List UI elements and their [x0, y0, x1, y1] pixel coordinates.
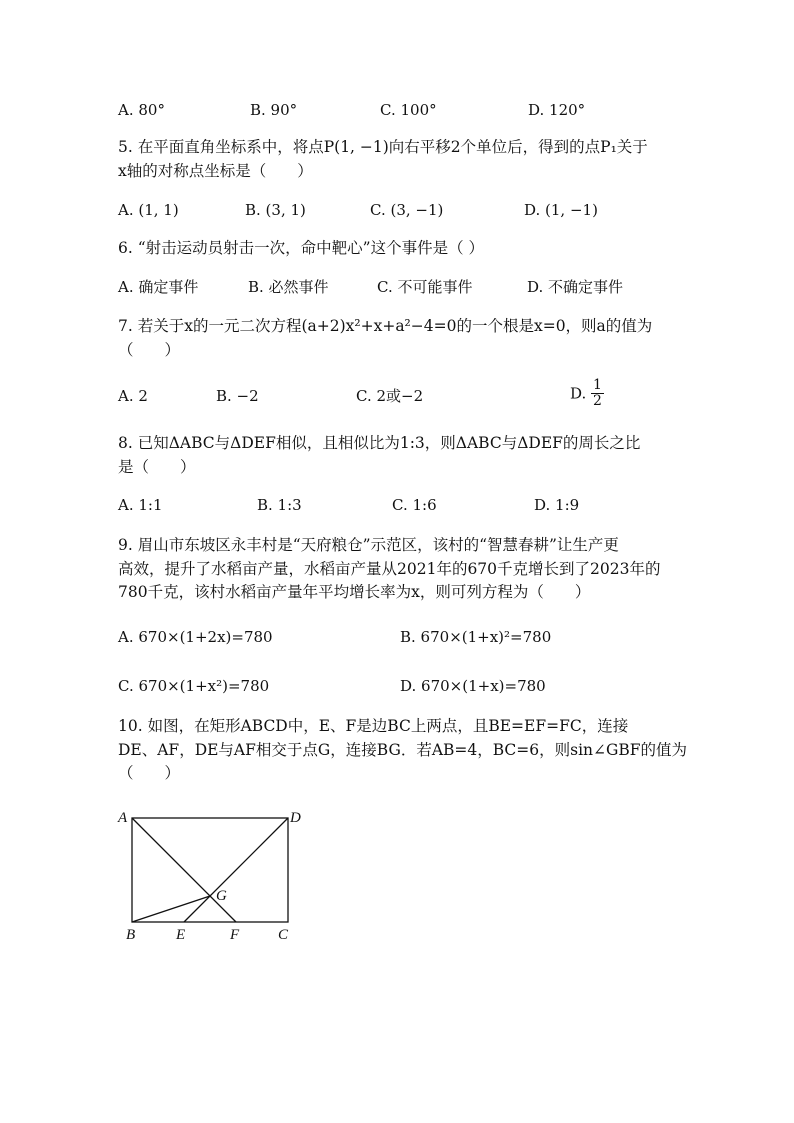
q5-stem-line-1: 5. 在平面直角坐标系中，将点P(1, −1)向右平移2个单位后，得到的点P₁关于 — [118, 138, 648, 156]
q8-option-a: A. 1:1 — [118, 496, 163, 514]
q9-option-a: A. 670×(1+2x)=780 — [118, 628, 273, 646]
q5-stem-line-2: x轴的对称点坐标是（ ） — [118, 162, 313, 180]
label-e: E — [176, 927, 186, 943]
fraction-denominator: 2 — [593, 393, 602, 409]
q8-stem-line-2: 是（ ） — [118, 458, 196, 476]
q9-stem-line-3: 780千克，该村水稻亩产量年平均增长率为x，则可列方程为（ ） — [118, 583, 591, 601]
q7-option-c: C. 2或−2 — [356, 387, 424, 405]
q9-option-b: B. 670×(1+x)²=780 — [400, 628, 552, 646]
q7-option-d-label: D. — [570, 384, 587, 403]
q6-stem: 6. “射击运动员射击一次，命中靶心”这个事件是（ ） — [118, 239, 484, 257]
label-c: C — [278, 927, 289, 943]
q5-option-c: C. (3, −1) — [370, 201, 444, 219]
q8-option-c: C. 1:6 — [392, 496, 437, 514]
segment-bg — [132, 896, 210, 922]
q7-stem-line-2: （ ） — [118, 341, 181, 359]
label-f: F — [230, 927, 240, 943]
q10-figure — [110, 800, 310, 945]
label-d: D — [290, 810, 301, 826]
q8-stem-line-1: 8. 已知ΔABC与ΔDEF相似，且相似比为1:3，则ΔABC与ΔDEF的周长之比 — [118, 434, 641, 452]
segment-af — [132, 818, 236, 922]
segment-de — [184, 818, 288, 922]
rectangle-abcd — [132, 818, 288, 922]
q4-option-d: D. 120° — [528, 101, 586, 119]
q4-option-a: A. 80° — [118, 101, 165, 119]
label-b: B — [126, 927, 136, 943]
label-a: A — [118, 810, 128, 826]
label-g: G — [216, 888, 227, 904]
q9-stem-line-2: 高效，提升了水稻亩产量，水稻亩产量从2021年的670千克增长到了2023年的 — [118, 560, 661, 578]
q7-stem-line-1: 7. 若关于x的一元二次方程(a+2)x²+x+a²−4=0的一个根是x=0，则a的值为 — [118, 317, 653, 335]
q4-option-b: B. 90° — [250, 101, 298, 119]
q6-option-d: D. 不确定事件 — [527, 278, 624, 296]
q10-stem-line-3: （ ） — [118, 764, 181, 782]
q8-option-d: D. 1:9 — [534, 496, 580, 514]
q5-option-d: D. (1, −1) — [524, 201, 598, 219]
q9-stem-line-1: 9. 眉山市东坡区永丰村是“天府粮仓”示范区，该村的“智慧春耕”让生产更 — [118, 536, 619, 554]
q5-option-b: B. (3, 1) — [245, 201, 306, 219]
q5-option-a: A. (1, 1) — [118, 201, 179, 219]
q9-option-c: C. 670×(1+x²)=780 — [118, 677, 270, 695]
q7-option-b: B. −2 — [216, 387, 259, 405]
q8-option-b: B. 1:3 — [257, 496, 302, 514]
q7-option-d-fraction — [591, 378, 604, 409]
q4-option-c: C. 100° — [380, 101, 437, 119]
q6-option-a: A. 确定事件 — [118, 278, 199, 296]
q10-stem-line-1: 10. 如图，在矩形ABCD中，E、F是边BC上两点，且BE=EF=FC，连接 — [118, 717, 629, 735]
q9-option-d: D. 670×(1+x)=780 — [400, 677, 546, 695]
q6-option-b: B. 必然事件 — [248, 278, 329, 296]
q7-option-d — [570, 378, 604, 409]
fraction-numerator: 1 — [593, 377, 602, 393]
q7-option-a: A. 2 — [118, 387, 148, 405]
q10-stem-line-2: DE、AF，DE与AF相交于点G，连接BG．若AB=4，BC=6，则sin∠GBF的值为 — [118, 741, 688, 759]
q6-option-c: C. 不可能事件 — [377, 278, 473, 296]
